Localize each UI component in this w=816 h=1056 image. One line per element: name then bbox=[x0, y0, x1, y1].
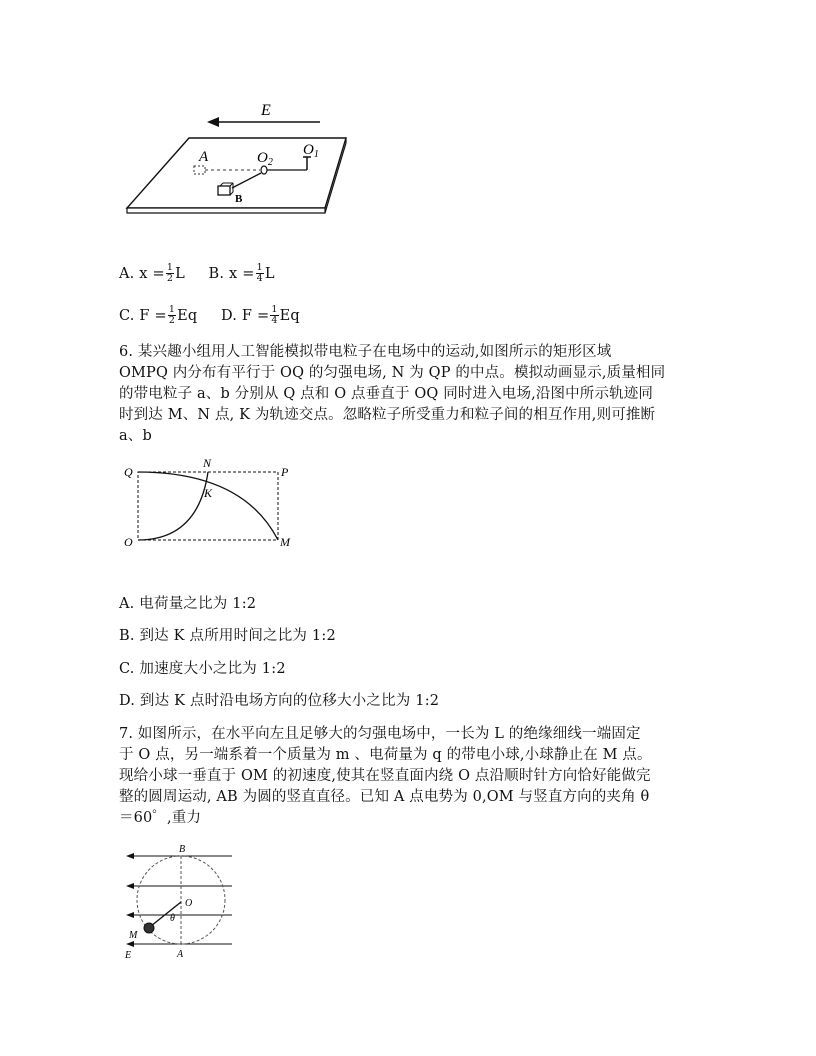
q6-option-c: C. 加速度大小之比为 1:2 bbox=[119, 661, 286, 677]
label-o: O bbox=[124, 535, 133, 549]
label-o: O bbox=[185, 898, 193, 909]
block-b bbox=[218, 186, 230, 195]
label-p: P bbox=[281, 465, 289, 479]
q6-line: 6. 某兴趣小组用人工智能模拟带电粒子在电场中的运动,如图所示的矩形区域 bbox=[119, 344, 612, 360]
label-b: B bbox=[235, 193, 243, 205]
q6-line: 的带电粒子 a、b 分别从 Q 点和 O 点垂直于 OQ 同时进入电场,沿图中所示轨迹同 bbox=[119, 386, 654, 402]
string-om bbox=[151, 902, 181, 926]
label-k: K bbox=[204, 486, 213, 500]
label-q: Q bbox=[124, 465, 133, 479]
trajectory-a bbox=[138, 472, 278, 540]
q5-option-row-1 bbox=[119, 263, 275, 285]
label-a: A bbox=[199, 149, 209, 165]
q5-option-row-2 bbox=[119, 305, 300, 327]
q6-line: OMPQ 内分布有平行于 OQ 的匀强电场, N 为 QP 的中点。模拟动画显示,质量相同 bbox=[119, 365, 666, 381]
q7-line: 现给小球一垂直于 OM 的初速度,使其在竖直面内绕 O 点沿顺时针方向恰好能做完 bbox=[119, 768, 651, 784]
q6-option-a: A. 电荷量之比为 1:2 bbox=[119, 596, 257, 612]
label-o1: $O_1$ bbox=[303, 142, 319, 160]
ball-m bbox=[144, 923, 154, 933]
q7-stem bbox=[119, 724, 652, 829]
label-m: M bbox=[280, 535, 290, 549]
q5-option-a: A. x = $\frac{1}{2}$ L bbox=[119, 262, 185, 284]
label-b: B bbox=[179, 844, 186, 855]
q6-line: 时到达 M、N 点, K 为轨迹交点。忽略粒子所受重力和粒子间的相互作用,则可推断 bbox=[119, 407, 656, 423]
figure-rectangle-trajectories bbox=[118, 455, 298, 555]
q7-line: 于 O 点，另一端系着一个质量为 m 、电荷量为 q 的带电小球,小球静止在 M 点。 bbox=[119, 747, 652, 763]
field-label: E bbox=[261, 102, 271, 119]
label-o2: $O_2$ bbox=[257, 150, 273, 168]
q7-line: 7. 如图所示，在水平向左且足够大的匀强电场中，一长为 L 的绝缘细线一端固定 bbox=[119, 726, 641, 742]
q5-option-d: D. F = $\frac{1}{4}$ Eq bbox=[220, 304, 300, 326]
q6-stem bbox=[119, 342, 665, 447]
q7-line: ＝60゜,重力 bbox=[119, 810, 202, 826]
label-m: M bbox=[129, 930, 138, 941]
plate-side bbox=[127, 208, 325, 213]
label-a: A bbox=[177, 949, 184, 960]
q5-option-c: C. F = $\frac{1}{2}$ Eq bbox=[119, 304, 198, 326]
trajectory-b bbox=[138, 472, 208, 540]
label-theta: θ bbox=[170, 913, 175, 924]
figure-plane-electric-field bbox=[115, 95, 360, 225]
q6-option-b: B. 到达 K 点所用时间之比为 1:2 bbox=[119, 628, 336, 644]
label-n: N bbox=[203, 456, 212, 470]
q5-option-b: B. x = $\frac{1}{4}$ L bbox=[208, 262, 275, 284]
label-e: E bbox=[125, 950, 132, 961]
field-arrow-head bbox=[207, 117, 219, 127]
q6-option-d: D. 到达 K 点时沿电场方向的位移大小之比为 1:2 bbox=[119, 693, 440, 709]
pivot-o2 bbox=[261, 166, 267, 174]
figure-circle-pendulum bbox=[118, 840, 243, 962]
q6-line: a、b bbox=[119, 428, 152, 444]
q7-line: 整的圆周运动, AB 为圆的竖直直径。已知 A 点电势为 0,OM 与竖直方向的夹角 θ bbox=[119, 789, 650, 805]
